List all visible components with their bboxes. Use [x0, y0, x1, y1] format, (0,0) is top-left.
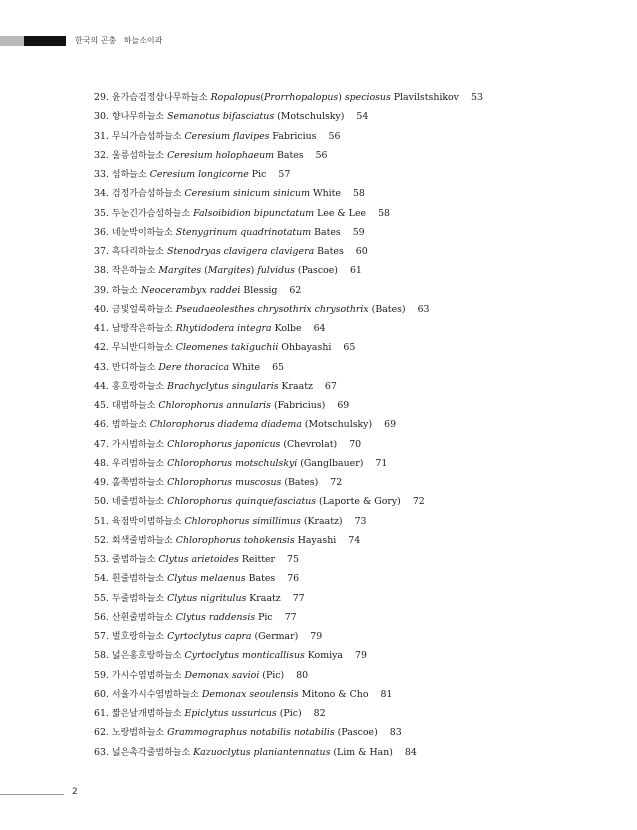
entry-page-number: 75 [287, 554, 299, 565]
contents-entry [94, 107, 624, 126]
korean-name: 대범하늘소 [111, 401, 156, 411]
scientific-name [176, 535, 336, 546]
contents-entry [94, 127, 624, 146]
entry-number: 37. [94, 246, 109, 257]
contents-entry [94, 492, 624, 511]
entry-page-number: 69 [337, 400, 350, 411]
entry-number: 59. [94, 669, 109, 681]
author-text: (Motschulsky) [301, 419, 373, 431]
author-text: (Pascoe) [334, 727, 378, 739]
scientific-name [167, 150, 304, 161]
taxon-name-italic: fulvidus [257, 265, 295, 277]
contents-entry [94, 261, 624, 280]
korean-name: 홍호랑하늘소 [111, 381, 165, 392]
entry-page-number: 70 [349, 438, 362, 450]
author-text: Pic [255, 611, 273, 623]
entry-number: 39. [94, 284, 109, 296]
korean-name: 무늬반디하늘소 [111, 343, 173, 354]
korean-name: 두눈긴가슴섬하늘소 [111, 208, 191, 219]
korean-name: 윤가슴검정삼나무하늘소 [111, 93, 208, 103]
entry-page-number: 53 [470, 92, 483, 103]
entry-page-number: 64 [313, 323, 326, 334]
entry-number: 29. [94, 92, 109, 103]
contents-entry [94, 377, 624, 396]
author-text: ) [250, 265, 258, 277]
korean-name: 무늬가슴섬하늘소 [111, 131, 182, 142]
author-text: (Bates) [281, 477, 319, 488]
entry-number: 48. [94, 457, 109, 469]
contents-entry [94, 531, 624, 550]
taxon-name-italic: Dere thoracica [158, 361, 230, 373]
running-header [75, 34, 167, 48]
korean-name: 회색줄범하늘소 [111, 535, 173, 546]
korean-name: 넓은홍호랑하늘소 [111, 651, 182, 662]
scientific-name [176, 227, 341, 238]
entry-page-number: 56 [315, 149, 328, 161]
korean-name: 작은하늘소 [111, 266, 156, 277]
entry-number: 31. [94, 130, 109, 142]
entry-number: 45. [94, 400, 109, 411]
entry-number: 53. [94, 554, 109, 565]
scientific-name [158, 265, 338, 276]
author-text: Bates [245, 573, 276, 585]
taxon-name-italic: Chlorophorus diadema diadema [149, 419, 302, 431]
page-number: 2 [72, 787, 78, 797]
entry-page-number: 58 [378, 207, 390, 219]
author-text: ) [338, 92, 345, 103]
taxon-name-italic: Cleomenes takiguchii [175, 342, 279, 354]
author-text: White [309, 188, 341, 200]
entry-page-number: 74 [348, 534, 361, 546]
entry-page-number: 72 [330, 477, 343, 488]
scientific-name [167, 381, 313, 392]
scientific-name [176, 342, 332, 353]
entry-number: 57. [94, 631, 109, 642]
taxon-name-italic: Cyrtoclytus capra [167, 631, 252, 642]
taxon-name-italic: Demonax seoulensis [201, 688, 299, 700]
species-contents-list [94, 88, 624, 762]
author-text: Blessig [240, 284, 278, 296]
entry-page-number: 56 [328, 130, 341, 142]
taxon-name-italic: Rhytidodera integra [175, 323, 272, 334]
contents-entry [94, 627, 624, 646]
contents-entry [94, 300, 624, 319]
author-text: (Fabricius) [270, 400, 326, 411]
entry-page-number: 61 [349, 265, 362, 277]
taxon-name-italic: Clytus melaenus [167, 573, 246, 585]
entry-page-number: 59 [352, 226, 365, 238]
contents-entry [94, 550, 624, 569]
author-text: Bates [274, 149, 304, 161]
author-text: (Pascoe) [294, 265, 338, 277]
contents-entry [94, 415, 624, 434]
korean-name: 홀쭉범하늘소 [111, 478, 165, 488]
contents-entry [94, 338, 624, 357]
contents-entry [94, 646, 624, 665]
scientific-name [167, 727, 378, 738]
taxon-name-italic: Kazuoclytus planiantennatus [193, 746, 331, 758]
korean-name: 네줄범하늘소 [111, 497, 165, 508]
author-text: Bates [314, 246, 344, 257]
scientific-name [184, 708, 301, 719]
taxon-name-italic: Chlorophorus annularis [158, 400, 271, 411]
author-text: Bates [311, 226, 341, 238]
entry-number: 52. [94, 534, 109, 546]
taxon-name-italic: Brachyclytus singularis [167, 380, 279, 392]
entry-number: 58. [94, 650, 109, 662]
taxon-name-italic: Chlorophorus japonicus [167, 438, 281, 450]
taxon-name-italic: Demonax savioi [184, 669, 260, 681]
scientific-name [167, 458, 363, 469]
entry-number: 61. [94, 708, 109, 719]
korean-name: 산흰줄범하늘소 [111, 612, 173, 623]
author-text: White [229, 361, 261, 373]
author-text: (Pic) [259, 669, 285, 681]
entry-page-number: 84 [404, 746, 417, 758]
entry-page-number: 77 [292, 592, 305, 604]
entry-number: 50. [94, 496, 109, 508]
scientific-name [167, 246, 344, 257]
entry-page-number: 71 [375, 457, 388, 469]
author-text: Plavilstshikov [390, 92, 459, 103]
entry-page-number: 79 [354, 650, 367, 662]
entry-number: 30. [94, 111, 109, 123]
scientific-name [193, 747, 393, 758]
author-text: (Kraatz) [300, 515, 343, 527]
korean-name: 하늘소 [111, 285, 139, 296]
author-text: (Pic) [276, 708, 302, 719]
entry-number: 56. [94, 611, 109, 623]
author-text: Lee & Lee [314, 207, 367, 219]
entry-page-number: 82 [313, 708, 326, 719]
author-text: (Chevrolat) [280, 438, 338, 450]
author-text: Hayashi [294, 534, 337, 546]
contents-entry [94, 281, 624, 300]
contents-entry [94, 146, 624, 165]
korean-name: 노랑범하늘소 [111, 728, 165, 739]
korean-name: 벌호랑하늘소 [111, 632, 165, 642]
entry-number: 35. [94, 207, 109, 219]
korean-name: 범하늘소 [111, 420, 147, 431]
korean-name: 줄범하늘소 [111, 555, 156, 565]
scientific-name [211, 92, 459, 103]
entry-page-number: 65 [343, 342, 356, 354]
scientific-name [193, 208, 366, 219]
scientific-name [150, 419, 372, 430]
author-text: ( [201, 265, 208, 277]
taxon-name-italic: Margites [207, 265, 251, 277]
korean-name: 가시범하늘소 [111, 439, 165, 450]
taxon-name-italic: Pseudaeolesthes chrysothrix chrysothrix [175, 303, 369, 315]
taxon-name-italic: Chlorophorus muscosus [167, 477, 282, 488]
scientific-name [176, 612, 273, 623]
contents-entry [94, 184, 624, 203]
entry-number: 46. [94, 419, 109, 431]
entry-number: 60. [94, 688, 109, 700]
entry-number: 41. [94, 323, 109, 334]
entry-number: 51. [94, 515, 109, 527]
author-text: Kraatz [246, 592, 281, 604]
korean-name: 우리범하늘소 [111, 458, 165, 469]
entry-page-number: 69 [384, 419, 397, 431]
scientific-name [176, 323, 302, 334]
korean-name: 흰줄범하늘소 [111, 574, 165, 585]
scientific-name [167, 111, 344, 122]
korean-name: 검정가슴섬하늘소 [111, 189, 182, 200]
scientific-name [184, 516, 342, 527]
entry-number: 62. [94, 727, 109, 739]
taxon-name-italic: Chlorophorus simillimus [184, 515, 301, 527]
author-text: Fabricius [269, 130, 317, 142]
scientific-name [184, 670, 284, 681]
entry-number: 40. [94, 303, 109, 315]
contents-entry [94, 223, 624, 242]
entry-page-number: 73 [354, 515, 367, 527]
korean-name: 흑다리하늘소 [111, 247, 165, 257]
header-grey-bar [0, 36, 24, 46]
korean-name: 두줄범하늘소 [111, 593, 165, 604]
entry-number: 55. [94, 592, 109, 604]
scientific-name [158, 400, 325, 411]
header-section-title: 하늘소이과 [123, 36, 163, 45]
korean-name: 가시수염범하늘소 [111, 670, 182, 681]
author-text: Kraatz [278, 380, 313, 392]
scientific-name [202, 689, 369, 700]
entry-number: 43. [94, 361, 109, 373]
korean-name: 울릉섬하늘소 [111, 150, 165, 161]
author-text: (Lim & Han) [330, 746, 393, 758]
entry-page-number: 54 [356, 111, 369, 123]
contents-entry [94, 589, 624, 608]
taxon-name-italic: Chlorophorus motschulskyi [167, 457, 298, 469]
entry-page-number: 60 [355, 246, 368, 257]
taxon-name-italic: Ceresium flavipes [184, 130, 270, 142]
scientific-name [184, 650, 343, 661]
entry-number: 38. [94, 265, 109, 277]
contents-entry [94, 435, 624, 454]
author-text: (Bates) [368, 303, 406, 315]
entry-page-number: 58 [352, 188, 365, 200]
entry-number: 63. [94, 746, 109, 758]
entry-page-number: 83 [389, 727, 402, 739]
taxon-name-italic: Epiclytus ussuricus [184, 708, 277, 719]
scientific-name [184, 131, 316, 142]
taxon-name-italic: Stenygrinum quadrinotatum [175, 226, 312, 238]
author-text: Reitter [238, 554, 276, 565]
entry-page-number: 76 [287, 573, 300, 585]
contents-entry [94, 319, 624, 338]
scientific-name [158, 554, 275, 565]
entry-number: 33. [94, 169, 109, 180]
korean-name: 남방작은하늘소 [111, 324, 173, 334]
author-text: Pic [248, 169, 267, 180]
entry-page-number: 81 [380, 688, 393, 700]
entry-page-number: 62 [289, 284, 302, 296]
contents-entry [94, 454, 624, 473]
entry-number: 49. [94, 477, 109, 488]
taxon-name-italic: Clytus arietoides [158, 554, 239, 565]
header-black-bar [24, 36, 66, 46]
footer-rule [0, 794, 64, 795]
author-text: (Motschulsky) [274, 111, 345, 123]
author-text: Kolbe [271, 323, 302, 334]
entry-number: 32. [94, 149, 109, 161]
scientific-name [167, 477, 318, 488]
contents-entry [94, 512, 624, 531]
entry-page-number: 65 [272, 361, 284, 373]
entry-page-number: 63 [417, 303, 430, 315]
contents-entry [94, 743, 624, 762]
scientific-name [167, 631, 298, 642]
scientific-name [184, 188, 340, 199]
taxon-name-italic: Clytus raddensis [175, 611, 256, 623]
entry-number: 36. [94, 226, 109, 238]
taxon-name-italic: Margites [158, 265, 202, 277]
contents-entry [94, 204, 624, 223]
scientific-name [167, 573, 275, 584]
author-text: (Laporte & Gory) [316, 496, 401, 508]
korean-name: 향나무하늘소 [111, 112, 165, 123]
scientific-name [158, 362, 260, 373]
taxon-name-italic: Neocerambyx raddei [141, 284, 241, 296]
korean-name: 넓은촉각줄범하늘소 [111, 747, 191, 758]
korean-name: 서울가시수염범하늘소 [111, 689, 199, 700]
entry-page-number: 67 [324, 380, 337, 392]
scientific-name [141, 285, 277, 296]
entry-number: 34. [94, 188, 109, 200]
contents-entry [94, 723, 624, 742]
korean-name: 섬하늘소 [111, 170, 147, 180]
scientific-name [176, 304, 406, 315]
contents-entry [94, 569, 624, 588]
taxon-name-italic: Grammographus notabilis notabilis [167, 727, 335, 739]
scientific-name [150, 169, 267, 180]
taxon-name-italic: Stenodryas clavigera clavigera [167, 246, 315, 257]
author-text: ( [260, 92, 265, 103]
korean-name: 네눈박이하늘소 [111, 227, 173, 238]
contents-entry [94, 685, 624, 704]
taxon-name-italic: Prorrhopalopus [264, 92, 339, 103]
header-book-title: 한국의 곤충 [75, 36, 117, 45]
contents-entry [94, 242, 624, 261]
contents-entry [94, 88, 624, 107]
taxon-name-italic: Chlorophorus tohokensis [175, 534, 295, 546]
contents-entry [94, 473, 624, 492]
entry-number: 47. [94, 438, 109, 450]
contents-entry [94, 666, 624, 685]
entry-page-number: 72 [412, 496, 425, 508]
contents-entry [94, 704, 624, 723]
author-text: (Ganglbauer) [297, 457, 364, 469]
entry-page-number: 57 [278, 169, 291, 180]
contents-entry [94, 608, 624, 627]
taxon-name-italic: Clytus nigritulus [167, 592, 247, 604]
taxon-name-italic: speciosus [344, 92, 391, 103]
taxon-name-italic: Ceresium longicorne [149, 169, 249, 180]
scientific-name [167, 496, 401, 507]
taxon-name-italic: Ceresium sinicum sinicum [184, 188, 310, 200]
entry-page-number: 79 [310, 631, 323, 642]
korean-name: 반디하늘소 [111, 362, 156, 373]
entry-number: 42. [94, 342, 109, 354]
taxon-name-italic: Ceresium holophaeum [167, 149, 274, 161]
author-text: Mitono & Cho [298, 688, 369, 700]
entry-page-number: 80 [296, 669, 309, 681]
contents-entry [94, 358, 624, 377]
entry-page-number: 77 [284, 611, 297, 623]
entry-number: 44. [94, 380, 109, 392]
taxon-name-italic: Semanotus bifasciatus [167, 111, 275, 123]
author-text: (Germar) [251, 631, 299, 642]
author-text: Ohbayashi [278, 342, 332, 354]
taxon-name-italic: Chlorophorus quinquefasciatus [167, 496, 317, 508]
contents-entry [94, 396, 624, 415]
scientific-name [167, 439, 337, 450]
entry-number: 54. [94, 573, 109, 585]
scientific-name [167, 593, 281, 604]
korean-name: 육점박이범하늘소 [111, 516, 182, 527]
taxon-name-italic: Falsoibidion bipunctatum [193, 207, 315, 219]
taxon-name-italic: Cyrtoclytus monticallisus [184, 650, 305, 662]
korean-name: 짧은날개범하늘소 [111, 709, 182, 719]
taxon-name-italic: Ropalopus [210, 92, 261, 103]
contents-entry [94, 165, 624, 184]
author-text: Komiya [304, 650, 343, 662]
korean-name: 금빛얼룩하늘소 [111, 304, 173, 315]
